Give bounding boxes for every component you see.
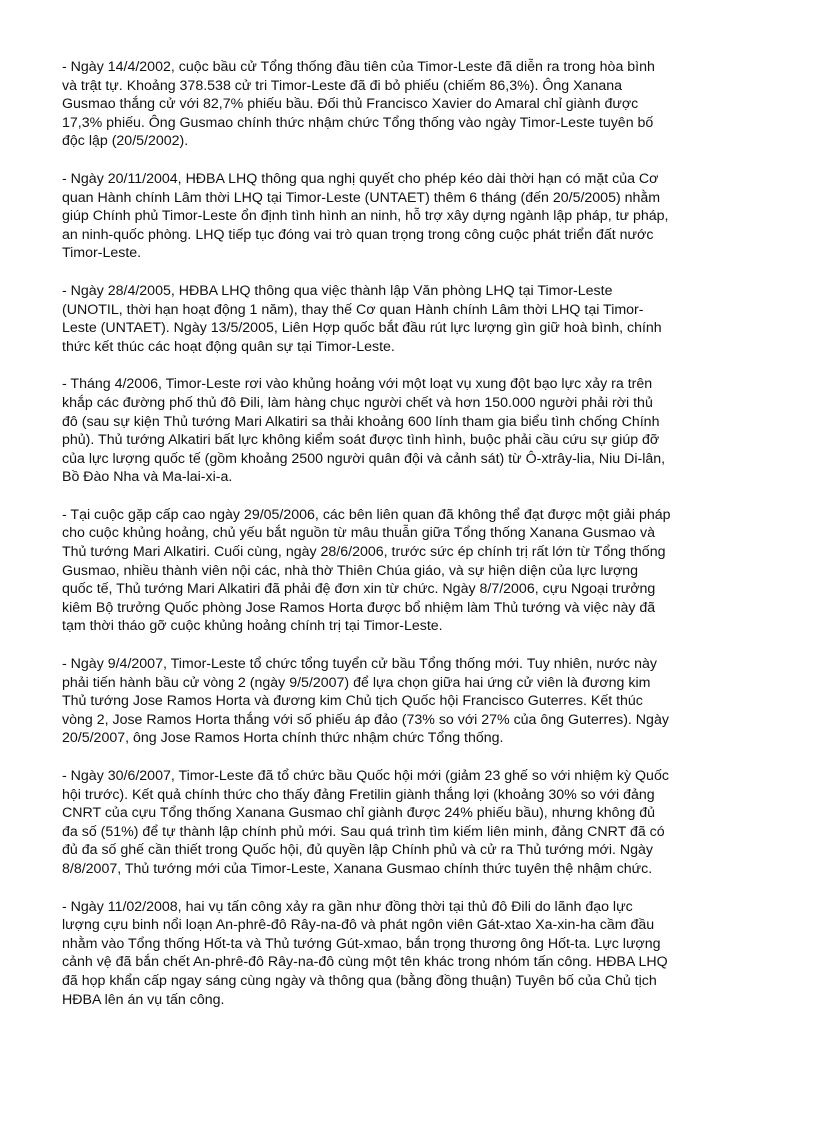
text-line: đa số (51%) để tự thành lập chính phủ mới. Sau quá trình tìm kiếm liên minh, đảng CNRT đã có [62, 823, 665, 840]
text-line: 20/5/2007, ông Jose Ramos Horta chính thức nhậm chức Tổng thống. [62, 730, 504, 747]
paragraph [62, 58, 787, 151]
text-line: của lực lượng quốc tế (gồm khoảng 2500 người quân đội và cảnh sát) từ Ô-xtrây-lia, Niu Di-lân, [62, 450, 666, 467]
text-line: quan Hành chính Lâm thời LHQ tại Timor-Leste (UNTAET) thêm 6 tháng (đến 20/5/2005) nhằm [62, 189, 661, 206]
text-line: - Ngày 30/6/2007, Timor-Leste đã tổ chức bầu Quốc hội mới (giảm 23 ghế so với nhiệm kỳ Quốc [62, 768, 669, 784]
text-line: Thủ tướng Mari Alkatiri. Cuối cùng, ngày 28/6/2006, trước sức ép chính trị rất lớn từ Tổng thống [62, 544, 666, 561]
text-line: lượng cựu binh nổi loạn An-phrê-đô Rây-na-đô và phát ngôn viên Gát-xtao Xa-xin-ha cầm đầu [62, 917, 655, 934]
text-line: - Ngày 28/4/2005, HĐBA LHQ thông qua việc thành lập Văn phòng LHQ tại Timor-Leste [62, 282, 613, 299]
text-line: đô (sau sự kiện Thủ tướng Mari Alkatiri sa thải khoảng 600 lính tham gia biểu tình chống Chính [62, 413, 660, 430]
text-line: độc lập (20/5/2002). [62, 133, 189, 150]
text-line: cho cuộc khủng hoảng, chủ yếu bắt nguồn từ mâu thuẫn giữa Tổng thống Xanana Gusmao và [62, 525, 655, 542]
text-line: 8/8/2007, Thủ tướng mới của Timor-Leste, Xanana Gusmao chính thức tuyên thệ nhậm chức. [62, 860, 653, 877]
text-line: nhằm vào Tổng thống Hốt-ta và Thủ tướng Gút-xmao, bắn trọng thương ông Hốt-ta. Lực lượng [62, 935, 661, 952]
text-line: quốc tế, Thủ tướng Mari Alkatiri đã phải đệ đơn xin từ chức. Ngày 8/7/2006, cựu Ngoại trưởng [62, 581, 656, 598]
text-line: Bồ Đào Nha và Ma-lai-xi-a. [62, 469, 233, 486]
text-line: hội trước). Kết quả chính thức cho thấy đảng Fretilin giành thắng lợi (khoảng 30% so với đảng [62, 786, 655, 803]
text-line: phải tiến hành bầu cử vòng 2 (ngày 9/5/2007) để lựa chọn giữa hai ứng cử viên là đương kim [62, 674, 651, 691]
text-line: - Tháng 4/2006, Timor-Leste rơi vào khủng hoảng với một loạt vụ xung đột bạo lực xảy ra trên [62, 376, 653, 393]
paragraph [62, 506, 787, 636]
paragraph [62, 655, 787, 748]
text-line: giúp Chính phủ Timor-Leste ổn định tình hình an ninh, hỗ trợ xây dựng ngành lập pháp, tư pháp, [62, 208, 669, 225]
text-line: Timor-Leste. [62, 245, 142, 262]
text-line: - Ngày 11/02/2008, hai vụ tấn công xảy ra gần như đồng thời tại thủ đô Đili do lãnh đạo lực [62, 898, 633, 915]
text-line: tạm thời tháo gỡ cuộc khủng hoảng chính trị tại Timor-Leste. [62, 618, 443, 635]
text-line: Gusmao thắng cử với 82,7% phiếu bầu. Đối thủ Francisco Xavier do Amaral chỉ giành được [62, 96, 639, 113]
text-line: vòng 2, Jose Ramos Horta thắng với số phiếu áp đảo (73% so với 27% của ông Guterres). Ngày [62, 711, 669, 728]
text-line: kiêm Bộ trưởng Quốc phòng Jose Ramos Horta được bổ nhiệm làm Thủ tướng và việc này đã [62, 599, 656, 616]
text-line: - Tại cuộc gặp cấp cao ngày 29/05/2006, các bên liên quan đã không thể đạt được một giải pháp [62, 506, 671, 523]
paragraph [62, 898, 787, 1010]
text-line: CNRT của cựu Tổng thống Xanana Gusmao chỉ giành được 24% phiếu bầu), nhưng không đủ [62, 805, 656, 822]
text-line: 17,3% phiếu. Ông Gusmao chính thức nhậm chức Tổng thống vào ngày Timor-Leste tuyên bố [62, 114, 654, 131]
text-line: cảnh vệ đã bắn chết An-phrê-đô Rây-na-đô cùng một tên khác trong nhóm tấn công. HĐBA LHQ [62, 954, 668, 971]
text-line: phủ). Thủ tướng Alkatiri bất lực không kiểm soát được tình hình, buộc phải cầu cứu sự giúp đỡ [62, 432, 660, 449]
text-line: (UNOTIL, thời hạn hoạt động 1 năm), thay thế Cơ quan Hành chính Lâm thời LHQ tại Timor- [62, 301, 644, 318]
paragraph [62, 282, 787, 356]
paragraph [62, 170, 787, 263]
text-line: đủ đa số ghế cần thiết trong Quốc hội, đủ quyền lập Chính phủ và cử ra Thủ tướng mới. Ngày [62, 842, 654, 859]
paragraph [62, 767, 787, 879]
text-line: đã họp khẩn cấp ngay sáng cùng ngày và thông qua (bằng đồng thuận) Tuyên bố của Chủ tịch [62, 972, 657, 989]
text-line: HĐBA lên án vụ tấn công. [62, 991, 225, 1008]
text-line: Thủ tướng Jose Ramos Horta và đương kim Chủ tịch Quốc hội Francisco Guterres. Kết thúc [62, 693, 643, 710]
text-line: khắp các đường phố thủ đô Đili, làm hàng chục người chết và hơn 150.000 người phải rời thủ [62, 394, 653, 411]
paragraph [62, 375, 787, 487]
document-page [62, 58, 787, 1028]
text-line: an ninh-quốc phòng. LHQ tiếp tục đóng vai trò quan trọng trong công cuộc phát triển đất nước [62, 226, 654, 243]
text-line: - Ngày 9/4/2007, Timor-Leste tổ chức tổng tuyển cử bầu Tổng thống mới. Tuy nhiên, nước này [62, 656, 657, 673]
text-line: Gusmao, nhiều thành viên nội các, nhà thờ Thiên Chúa giáo, và sự hiện diện của lực lượng [62, 562, 639, 579]
text-line: Leste (UNTAET). Ngày 13/5/2005, Liên Hợp quốc bắt đầu rút lực lượng gìn giữ hoà bình, chính [62, 320, 662, 337]
text-line: - Ngày 14/4/2002, cuộc bầu cử Tổng thống đầu tiên của Timor-Leste đã diễn ra trong hòa bình [62, 59, 655, 75]
text-line: và trật tự. Khoảng 378.538 cử tri Timor-Leste đã đi bỏ phiếu (chiếm 86,3%). Ông Xanana [62, 77, 623, 94]
text-line: - Ngày 20/11/2004, HĐBA LHQ thông qua nghị quyết cho phép kéo dài thời hạn có mặt của Cơ [62, 170, 659, 187]
text-line: thức kết thúc các hoạt động quân sự tại Timor-Leste. [62, 338, 395, 355]
